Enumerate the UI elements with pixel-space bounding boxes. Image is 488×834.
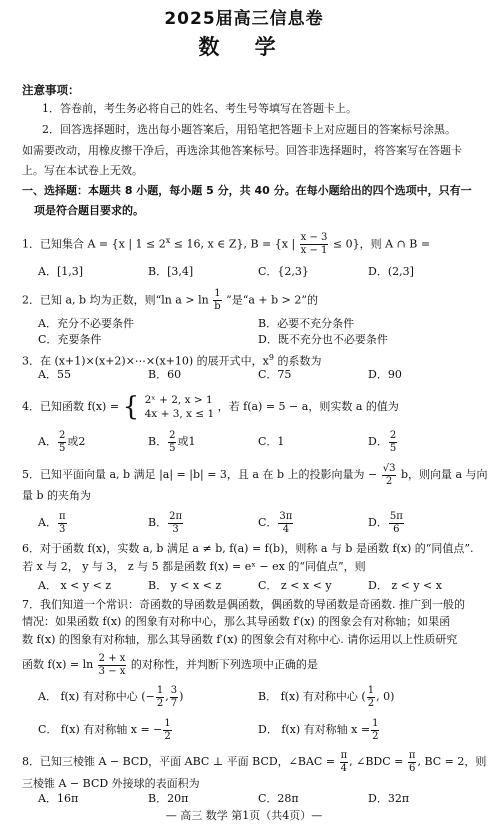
q5-option-b[interactable] [148, 509, 184, 537]
q4-case-1: 2ˣ + 2, x > 1 [144, 394, 213, 406]
q7-frac-den: 3 − x [98, 665, 126, 677]
q4-d-num: 2 [389, 429, 397, 441]
q7-options-row-2 [38, 716, 478, 744]
q1-stem-c: ≤ 0}，则 A ∩ B = [332, 237, 431, 251]
note-2-line-3: 上。写在本试卷上无效。 [22, 164, 143, 177]
q8-option-a[interactable]: A．16π [38, 792, 79, 805]
q4-stem-b: ，若 f(a) = 5 − a，则实数 a 的值为 [217, 400, 399, 413]
q1-stem-a: 1．已知集合 A = {x | 1 ≤ 2 [22, 237, 166, 251]
q5-d-frac [389, 511, 404, 536]
q2-stem-b: ”是“a + b > 2”的 [226, 293, 318, 307]
q4-option-a[interactable] [38, 428, 85, 456]
q5-fraction [382, 463, 397, 488]
notes-title: 注意事项： [22, 83, 80, 97]
question-4 [22, 390, 478, 424]
q6-option-d[interactable]: D． z < y < x [368, 579, 442, 592]
q7-a-num-1: 1 [156, 684, 164, 696]
q5-b-frac [168, 511, 183, 536]
q8-f2-num: π [408, 749, 416, 761]
q6-option-b[interactable]: B． y < x < z [148, 579, 222, 592]
q1-frac-num: x − 3 [300, 232, 328, 244]
q4-option-d-frac [389, 430, 397, 455]
q5-c-num: 3π [279, 510, 293, 522]
q5-a-frac [58, 511, 67, 536]
q2-fraction [213, 288, 221, 313]
q4-option-b-label: B． [148, 435, 168, 448]
q8-frac-2 [408, 750, 417, 775]
q1-option-a[interactable]: A．[1,3] [38, 265, 84, 278]
q5-c-label: C． [258, 516, 278, 529]
q5-option-d[interactable] [368, 509, 405, 537]
exam-title: 2025届高三信息卷 [164, 9, 324, 29]
q7-frac-num: 2 + x [98, 652, 126, 664]
note-2-line-2: 如需要改动，用橡皮擦干净后，再选涂其他答案标号。回答非选择题时，将答案写在答题卡 [22, 144, 462, 157]
q3-option-d[interactable]: D．90 [368, 368, 402, 381]
q7-a-comma: , [165, 690, 169, 703]
q7-d-text: D． f(x) 有对称轴 x = [258, 723, 371, 736]
q4-option-b-frac [168, 430, 176, 455]
q7-line-3: 数 f(x) 的图象有对称轴，那么其导函数 f′(x) 的图象会有对称中心. 请你运用以上性质研究 [22, 633, 458, 646]
q7-d-num: 1 [372, 717, 379, 729]
q7-a-den-1: 2 [156, 697, 164, 709]
q7-a-num-2: 3 [170, 684, 178, 696]
q4-d-den: 5 [389, 442, 397, 454]
q7-a-frac-2 [170, 685, 178, 710]
q1-options [38, 263, 478, 281]
q8-option-b[interactable]: B．20π [148, 792, 189, 805]
q8-options [38, 790, 478, 808]
question-2 [22, 288, 478, 313]
q7-a-close: ) [179, 690, 184, 703]
q7-option-b[interactable] [258, 683, 394, 711]
q2-stem-a: 2．已知 a, b 均为正数，则“ln a > ln [22, 293, 209, 307]
q2-option-b[interactable]: B．必要不充分条件 [258, 317, 355, 330]
q2-frac-den: b [214, 301, 221, 312]
q5-stem-line-2: 量 b 的夹角为 [22, 489, 92, 502]
q4-b-num: 2 [169, 429, 176, 441]
note-1: 1．答卷前，考生务必将自己的姓名、考生号等填写在答题卡上。 [42, 102, 357, 115]
q4-option-d-label: D． [368, 435, 388, 448]
section-1-heading [22, 181, 478, 221]
q8-line-1-c: , BC = 2，则 [417, 755, 487, 768]
q5-b-label: B． [148, 516, 168, 529]
q8-option-c[interactable]: C．28π [258, 792, 299, 805]
q7-b-den: 2 [367, 697, 375, 709]
note-2-line-1: 2．回答选择题时，选出每小题答案后，用铅笔把答题卡上对应题目的答案标号涂黑。 [42, 123, 456, 136]
q7-option-c[interactable] [38, 716, 173, 744]
q4-brace: { [122, 392, 140, 422]
q7-b-close: , 0) [376, 690, 395, 703]
q5-d-label: D． [368, 516, 388, 529]
q7-d-frac [371, 718, 379, 743]
q7-b-text: B． f(x) 有对称中心 ( [258, 690, 366, 703]
q7-c-text: C． f(x) 有对称轴 x = − [38, 723, 163, 736]
q4-option-a-frac [58, 430, 66, 455]
q1-exp: x [165, 236, 171, 245]
q2-frac-num: 1 [214, 288, 221, 299]
q4-option-a-label: A． [38, 435, 57, 448]
q5-option-c[interactable] [258, 509, 294, 537]
q4-case-2: 4x + 3, x ≤ 1 [144, 408, 215, 420]
q1-fraction [300, 232, 329, 257]
q1-option-b[interactable]: B．[3,4] [148, 265, 194, 278]
q1-option-c[interactable]: C．{2,3} [258, 265, 309, 278]
q4-cases [145, 393, 215, 421]
q7-line-1: 7．我们知道一个常识：奇函数的导函数是偶函数，偶函数的导函数是奇函数. 推广到一般的 [22, 598, 465, 611]
q4-option-b-suffix: 或1 [177, 435, 196, 448]
q5-a-label: A． [38, 516, 57, 529]
q4-option-d[interactable] [368, 428, 398, 456]
q5-a-den: 3 [59, 523, 66, 535]
page-footer: — 高三 数学 第1页（共4页）— [165, 809, 323, 822]
q7-c-frac [163, 718, 171, 743]
q5-frac-num: √3 [382, 462, 396, 474]
q7-b-num: 1 [367, 684, 375, 696]
q5-b-num: 2π [169, 510, 183, 522]
q5-frac-den: 2 [385, 475, 393, 487]
q5-stem-b: b，则向量 a 与向 [400, 468, 488, 481]
q8-line-2: 三棱锥 A − BCD 外接球的表面积为 [22, 777, 200, 790]
q3-option-c[interactable]: C．75 [258, 368, 292, 381]
q5-c-frac [278, 511, 293, 536]
q8-line-1 [22, 748, 487, 776]
q8-f1-den: 4 [340, 762, 348, 774]
q1-frac-den: x − 1 [300, 245, 328, 257]
q5-d-den: 6 [393, 523, 400, 535]
q7-line-2: 情况：如果函数 f(x) 的图象有对称中心，那么其导函数 f′(x) 的图象会有对称轴；如果函 [22, 615, 451, 628]
q2-option-a[interactable]: A．充分不必要条件 [38, 317, 134, 330]
question-5 [22, 460, 488, 490]
q7-c-num: 1 [164, 717, 171, 729]
q7-option-d[interactable] [258, 716, 380, 744]
q2-option-c[interactable]: C．充要条件 [38, 333, 102, 346]
q7-b-frac [367, 685, 375, 710]
q7-a-den-2: 7 [170, 697, 178, 709]
q2-option-d[interactable]: D．既不充分也不必要条件 [258, 333, 388, 346]
q6-option-c[interactable]: C． z < x < y [258, 579, 332, 592]
q6-line-2: 若 x 与 2， y 与 3， z 与 5 都是函数 f(x) = eˣ − ex 的“同值点”，则 [22, 560, 366, 573]
q4-options [38, 428, 478, 456]
q6-option-a[interactable]: A． x < y < z [38, 579, 112, 592]
exam-subject: 数 学 [198, 35, 290, 59]
q6-options [38, 577, 478, 595]
q3-stem-b: 的系数为 [273, 354, 322, 368]
q3-stem-a: 3．在 (x+1)×(x+2)×⋯×(x+10) 的展开式中，x [22, 354, 269, 368]
q1-stem-b: ≤ 16, x ∈ Z}, B = {x | [170, 237, 296, 251]
q6-line-1: 6．对于函数 f(x)，实数 a, b 满足 a ≠ b, f(a) = f(b)，则称 a 与 b 是函数 f(x) 的“同值点”. [22, 542, 474, 555]
q7-c-den: 2 [164, 730, 171, 742]
q4-a-den: 5 [58, 442, 66, 454]
q7-a-frac-1 [156, 685, 164, 710]
q4-option-c[interactable]: C．1 [258, 435, 285, 448]
q8-f1-num: π [340, 749, 348, 761]
q7-options-row-1 [38, 683, 478, 711]
q5-d-num: 5π [389, 510, 403, 522]
q8-option-d[interactable]: D．32π [368, 792, 410, 805]
section-1-line-1: 一、选择题：本题共 8 小题，每小题 5 分，共 40 分。在每小题给出的四个选项中，只有一 [22, 184, 472, 197]
q3-exp: 9 [268, 353, 274, 362]
q7-line-4-a: 函数 f(x) = ln [22, 658, 94, 671]
q5-stem-a: 5．已知平面向量 a, b 满足 |a| = |b| = 3，且 a 在 b 上的投影向量为 − [22, 468, 378, 481]
q8-line-1-b: , ∠BDC = [349, 755, 404, 768]
q8-f2-den: 6 [408, 762, 416, 774]
q5-c-den: 4 [282, 523, 290, 535]
q5-option-a[interactable] [38, 509, 68, 537]
q4-option-a-suffix: 或2 [67, 435, 86, 448]
q7-line-4 [22, 651, 478, 679]
q3-option-a[interactable]: A．55 [38, 368, 71, 381]
q4-option-b[interactable] [148, 428, 195, 456]
q4-a-num: 2 [58, 429, 66, 441]
q8-frac-1 [340, 750, 349, 775]
section-1-line-2: 项是符合题目要求的。 [34, 204, 144, 217]
q5-b-den: 3 [172, 523, 179, 535]
q8-line-1-a: 8．已知三棱锥 A − BCD，平面 ABC ⊥ 平面 BCD，∠BAC = [22, 755, 336, 768]
q7-d-den: 2 [372, 730, 379, 742]
q4-b-den: 5 [169, 442, 176, 454]
q5-options [38, 509, 478, 537]
q7-fraction [98, 653, 127, 678]
question-1 [22, 232, 478, 257]
q7-a-text: A． f(x) 有对称中心 (− [38, 690, 155, 703]
q4-stem-a: 4．已知函数 f(x) = [22, 400, 120, 413]
q7-option-a[interactable] [38, 683, 183, 711]
q3-option-b[interactable]: B．60 [148, 368, 182, 381]
q5-a-num: π [58, 510, 66, 522]
q1-option-d[interactable]: D．(2,3] [368, 265, 414, 278]
q7-line-4-b: 的对称性，并判断下列选项中正确的是 [130, 658, 318, 671]
q2-options-row-2 [38, 331, 478, 349]
q3-options [38, 366, 478, 384]
